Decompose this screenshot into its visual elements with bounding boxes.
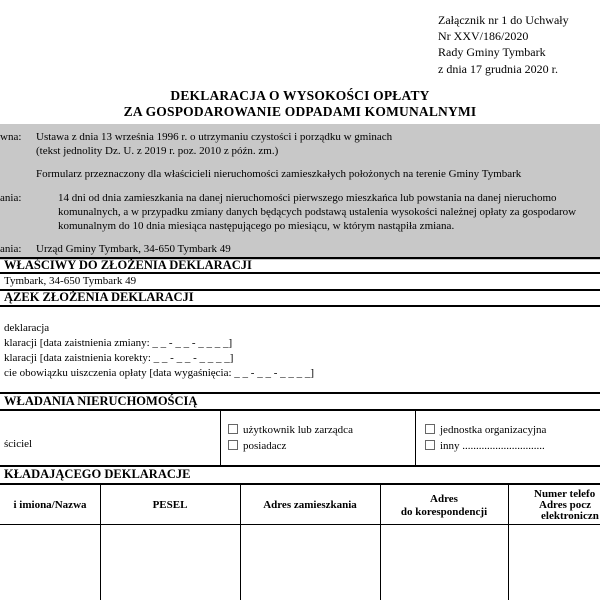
divider (0, 272, 600, 274)
info-legal-basis-2: (tekst jednolity Dz. U. z 2019 r. poz. 2010 z późn. zm.) (36, 145, 279, 157)
option-change-declaration[interactable]: klaracji [data zaistnienia zmiany: _ _ - _ _ - _ _ _ _] (4, 337, 233, 349)
option-user-manager[interactable] (228, 424, 353, 436)
info-label-deadline: ania: (0, 192, 22, 204)
column-header-pesel: PESEL (152, 499, 188, 511)
column-divider (220, 410, 221, 466)
attachment-line-1: Załącznik nr 1 do Uchwały (438, 13, 569, 27)
checkbox-possessor[interactable] (228, 440, 238, 450)
option-other-label: inny .............................. (440, 440, 545, 452)
attachment-line-2: Nr XXV/186/2020 (438, 29, 529, 43)
option-correction-declaration[interactable]: klaracji [data zaistnienia korekty: _ _ - _ _ - _ _ _ _] (4, 352, 234, 364)
divider (0, 305, 600, 307)
option-first-declaration[interactable]: deklaracja (4, 322, 50, 334)
info-deadline-1: 14 dni od dnia zamieszkania na danej nieruchomości pierwszego mieszkańca lub powstania na danej nieruchomo (58, 192, 557, 204)
info-deadline-3: komunalnym do 10 dnia miesiąca następującego po miesiącu, w którym nastąpiła zmiana. (58, 220, 455, 232)
section-a-office: Tymbark, 34-650 Tymbark 49 (4, 275, 137, 287)
column-header-email-1: Adres pocz (539, 499, 592, 511)
attachment-line-4: z dnia 17 grudnia 2020 r. (438, 62, 558, 76)
section-a-header: WŁAŚCIWY DO ZŁOŻENIA DEKLARACJI (4, 258, 252, 272)
info-label-place: ania: (0, 243, 22, 255)
divider (0, 483, 600, 485)
table-divider (0, 524, 600, 525)
attachment-line-3: Rady Gminy Tymbark (438, 45, 546, 59)
info-intended-for: Formularz przeznaczony dla właścicieli nieruchomości zamieszkałych położonych na terenie Gminy Tymbark (36, 168, 522, 180)
option-possessor[interactable] (228, 440, 286, 452)
column-divider (508, 484, 509, 600)
option-obligation-expiry[interactable]: cie obowiązku uiszczenia opłaty [data wygaśnięcia: _ _ - _ _ - _ _ _ _] (4, 367, 315, 379)
section-c-header: WŁADANIA NIERUCHOMOŚCIĄ (4, 394, 198, 408)
option-user-manager-label: użytkownik lub zarządca (243, 424, 353, 436)
column-header-email-2: elektroniczn (541, 510, 599, 522)
column-header-correspondence-address-2: do korespondencji (400, 506, 488, 518)
column-divider (415, 410, 416, 466)
info-legal-basis-1: Ustawa z dnia 13 września 1996 r. o utrzymaniu czystości i porządku w gminach (36, 131, 393, 143)
column-header-correspondence-address-1: Adres (430, 493, 458, 505)
info-label-legal-basis: wna: (0, 131, 22, 143)
column-header-residence-address: Adres zamieszkania (263, 499, 357, 511)
option-other[interactable] (425, 440, 545, 452)
checkbox-other[interactable] (425, 440, 435, 450)
option-organizational-unit[interactable] (425, 424, 546, 436)
option-owner[interactable]: ściciel (4, 438, 33, 450)
column-header-phone: Numer telefo (534, 488, 596, 500)
info-deadline-2: komunalnych, a w przypadku zmiany danych będących podstawą ustalenia wysokości należnej opłaty za gospodarow (58, 206, 577, 218)
option-possessor-label: posiadacz (243, 440, 287, 452)
column-header-name: i imiona/Nazwa (13, 499, 87, 511)
info-place: Urząd Gminy Tymbark, 34-650 Tymbark 49 (36, 243, 231, 255)
checkbox-user-manager[interactable] (228, 424, 238, 434)
section-d-header: KŁADAJĄCEGO DEKLARACJE (4, 467, 191, 481)
document-title-line-2: ZA GOSPODAROWANIE ODPADAMI KOMUNALNYMI (123, 104, 477, 119)
section-b-header: ĄZEK ZŁOŻENIA DEKLARACJI (4, 290, 194, 304)
divider (0, 409, 600, 411)
document-title-line-1: DEKLARACJA O WYSOKOŚCI OPŁATY (170, 88, 430, 103)
option-organizational-unit-label: jednostka organizacyjna (440, 424, 547, 436)
checkbox-organizational-unit[interactable] (425, 424, 435, 434)
